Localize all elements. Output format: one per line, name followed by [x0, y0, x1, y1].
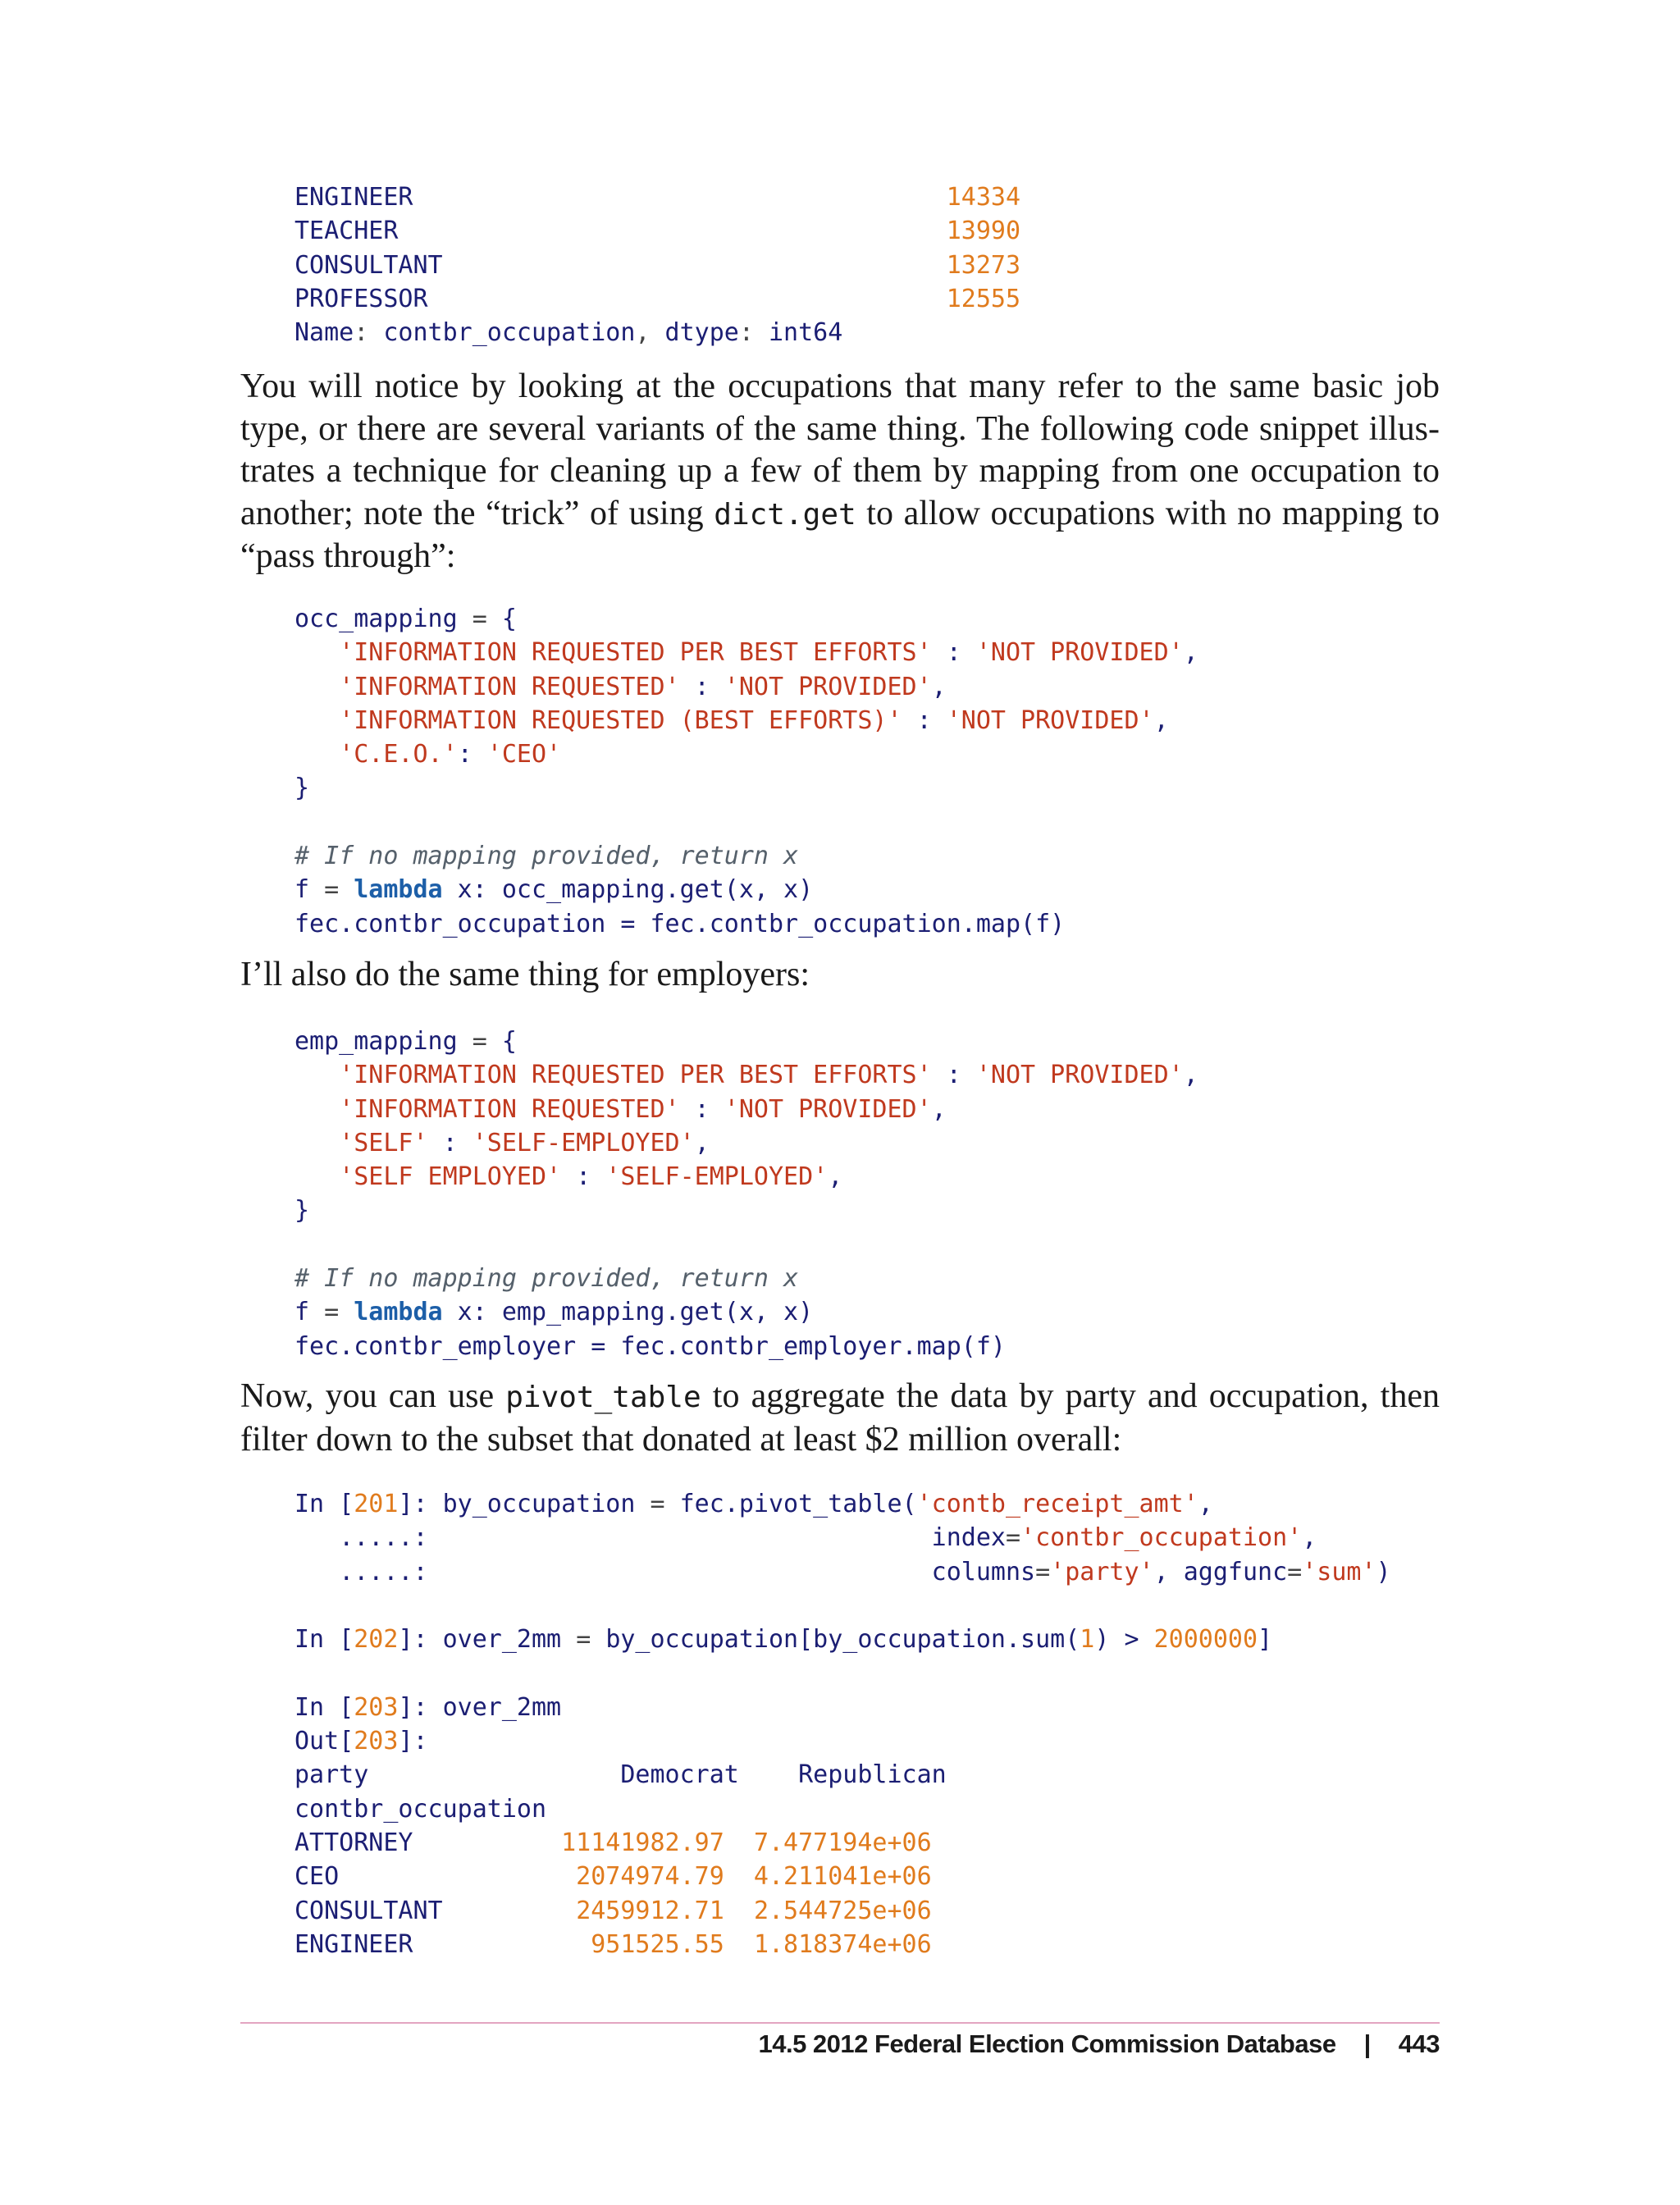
code-line: 'INFORMATION REQUESTED PER BEST EFFORTS' : 'NOT PROVIDED', [339, 638, 1198, 668]
code-line [294, 1228, 1198, 1262]
table-row: CONSULTANT 2459912.71 2.544725e+06 [294, 1896, 932, 1925]
code-line [294, 806, 1198, 839]
table-row: CEO 2074974.79 4.211041e+06 [294, 1862, 932, 1892]
code-row: CONSULTANT 13273 [294, 250, 1021, 280]
page-number: 443 [1398, 2029, 1440, 2058]
code-block-emp-mapping [294, 1025, 1198, 1363]
code-line [294, 1656, 1391, 1690]
table-index-name: contbr_occupation [294, 1794, 547, 1824]
code-block-pivot-session [294, 1487, 1391, 1961]
code-line: 'INFORMATION REQUESTED' : 'NOT PROVIDED', [339, 1094, 947, 1124]
code-row: PROFESSOR 12555 [294, 284, 1021, 313]
paragraph: Now, you can use pivot_table to aggregate the data by party and occupation, then filter down to the subset that donated at least $2 million overall: [240, 1377, 1440, 1459]
code-row: TEACHER 13990 [294, 217, 1021, 246]
code-comment: # If no mapping provided, return x [294, 842, 799, 871]
inline-code: pivot_table [505, 1381, 701, 1414]
code-line: Out[203]: [294, 1727, 428, 1756]
code-row: Name: contbr_occupation, dtype: int64 [294, 318, 843, 348]
code-line: 'SELF EMPLOYED' : 'SELF-EMPLOYED', [339, 1162, 843, 1192]
footer-separator: | [1363, 2029, 1371, 2058]
code-comment: # If no mapping provided, return x [294, 1264, 799, 1294]
code-block-occupation-counts [294, 180, 1020, 349]
code-line: In [201]: by_occupation = fec.pivot_table('contb_receipt_amt', [294, 1490, 1213, 1518]
code-line [294, 1589, 1391, 1623]
code-line: } [294, 1196, 310, 1226]
code-line: .....: index='contbr_occupation', [339, 1523, 1317, 1553]
code-line: 'C.E.O.': 'CEO' [339, 740, 562, 769]
code-block-occ-mapping [294, 602, 1198, 941]
code-line: fec.contbr_employer = fec.contbr_employer.map(f) [294, 1331, 1006, 1361]
section-title: 14.5 2012 Federal Election Commission Database [758, 2029, 1336, 2058]
inline-code: dict.get [714, 497, 856, 532]
code-line: In [202]: over_2mm = by_occupation[by_occupation.sum(1) > 2000000] [294, 1625, 1273, 1655]
page-footer [758, 2029, 1440, 2059]
footer-divider [240, 2022, 1440, 2024]
table-row: ATTORNEY 11141982.97 7.477194e+06 [294, 1828, 932, 1857]
code-line: 'SELF' : 'SELF-EMPLOYED', [339, 1128, 710, 1157]
code-line: } [294, 774, 310, 803]
code-line: fec.contbr_occupation = fec.contbr_occupation.map(f) [294, 909, 1066, 938]
code-line: emp_mapping = { [294, 1027, 517, 1056]
code-line: 'INFORMATION REQUESTED (BEST EFFORTS)' : 'NOT PROVIDED', [339, 705, 1169, 735]
code-line: occ_mapping = { [294, 605, 517, 633]
code-line: 'INFORMATION REQUESTED PER BEST EFFORTS' : 'NOT PROVIDED', [339, 1061, 1198, 1090]
code-line: .....: columns='party', aggfunc='sum') [339, 1557, 1391, 1586]
paragraph: You will notice by looking at the occupations that many refer to the same basic job type, or there are several variants of the same thing. The following code snippet illus-trates a technique for cleaning up a few of them by mapping from one occupation to another; note the “trick” of using dict.get to allow occupations with no mapping to “pass through”: [240, 368, 1440, 575]
table-header: party Democrat Republican [294, 1760, 947, 1790]
code-line: 'INFORMATION REQUESTED' : 'NOT PROVIDED', [339, 672, 947, 701]
table-row: ENGINEER 951525.55 1.818374e+06 [294, 1929, 932, 1959]
code-line: In [203]: over_2mm [294, 1692, 562, 1722]
code-line: f = lambda x: emp_mapping.get(x, x) [294, 1298, 814, 1327]
code-row: ENGINEER 14334 [294, 183, 1021, 212]
code-line: f = lambda x: occ_mapping.get(x, x) [294, 875, 814, 905]
paragraph: I’ll also do the same thing for employers: [240, 956, 810, 993]
